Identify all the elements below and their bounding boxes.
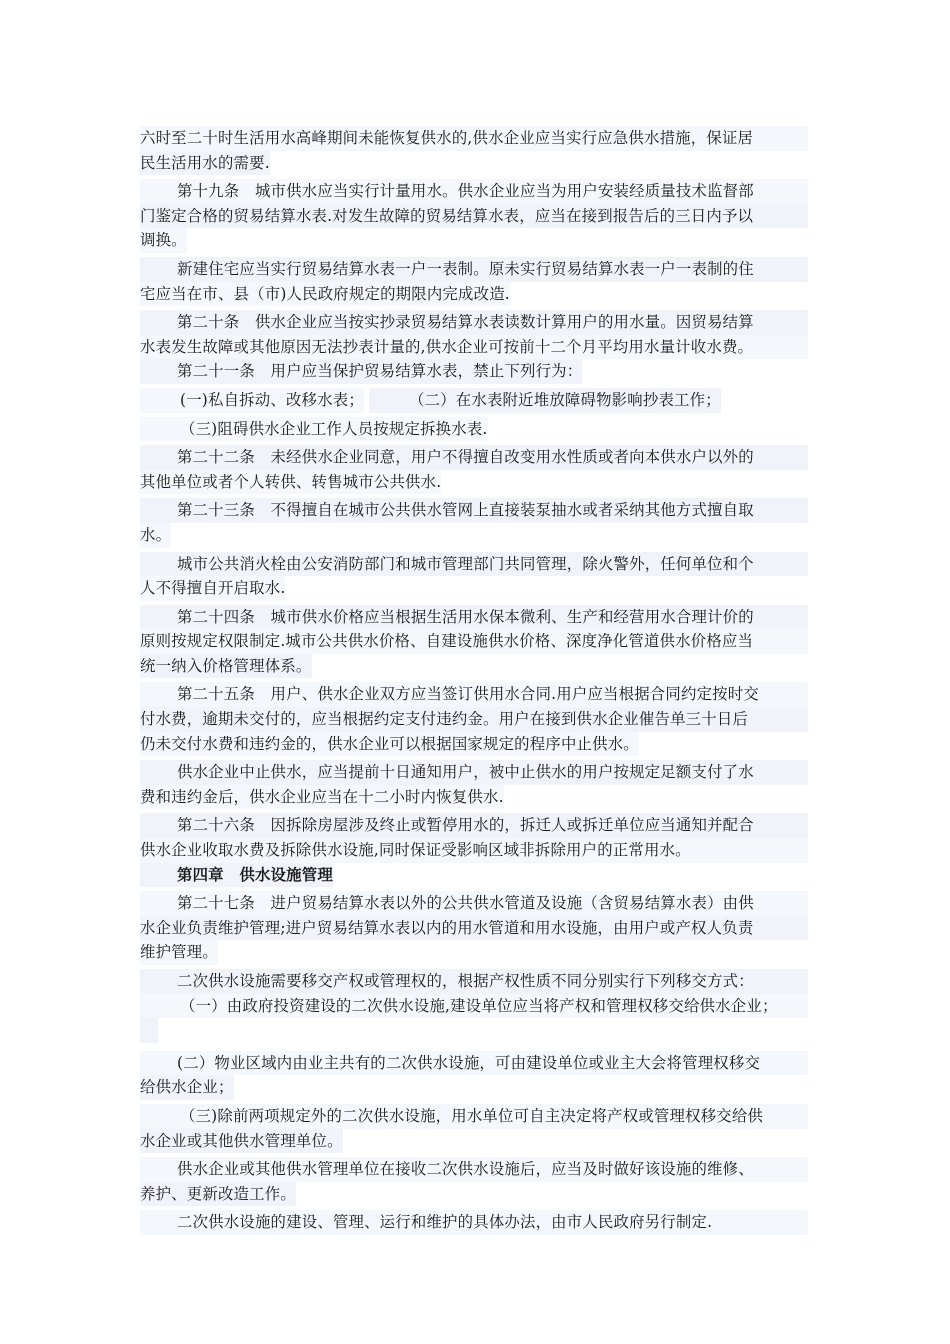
article-27: 第二十七条 进户贸易结算水表以外的公共供水管道及设施（含贸易结算水表）由供	[140, 891, 808, 916]
text-line: 城市公共消火栓由公安消防部门和城市管理部门共同管理，除火警外，任何单位和个	[140, 552, 808, 577]
text-line: 水企业负责维护管理;进户贸易结算水表以内的用水管道和用水设施，由用户或产权人负责	[140, 916, 808, 941]
text-line: 给供水企业；	[140, 1075, 234, 1100]
list-item: (二）物业区域内由业主共有的二次供水设施，可由建设单位或业主大会将管理权移交	[140, 1051, 808, 1076]
list-item: （三)阻碍供水企业工作人员按规定拆换水表.	[140, 417, 488, 442]
text-line: 水。	[140, 523, 171, 548]
article-22: 第二十二条 未经供水企业同意，用户不得擅自改变用水性质或者向本供水户以外的	[140, 445, 808, 470]
text-line: 六时至二十时生活用水高峰期间未能恢复供水的,供水企业应当实行应急供水措施，保证居	[140, 126, 808, 151]
text-line: 仍未交付水费和违约金的，供水企业可以根据国家规定的程序中止供水。	[140, 732, 639, 757]
text-line: 供水企业收取水费及拆除供水设施,同时保证受影响区域非拆除用户的正常用水。	[140, 838, 808, 863]
document-body	[140, 126, 808, 1235]
text-line: 维护管理。	[140, 940, 218, 965]
text-line: 宅应当在市、县（市)人民政府规定的期限内完成改造.	[140, 282, 510, 307]
text-line: 付水费，逾期未交付的，应当根据约定支付违约金。用户在接到供水企业催告单三十日后	[140, 707, 808, 732]
article-21: 第二十一条 用户应当保护贸易结算水表，禁止下列行为：	[140, 359, 582, 384]
text-line: 统一纳入价格管理体系。	[140, 654, 312, 679]
article-25: 第二十五条 用户、供水企业双方应当签订供用水合同.用户应当根据合同约定按时交	[140, 682, 808, 707]
text-line: 民生活用水的需要.	[140, 151, 270, 176]
text-line: 二次供水设施的建设、管理、运行和维护的具体办法，由市人民政府另行制定.	[140, 1210, 808, 1235]
text-line: 供水企业中止供水，应当提前十日通知用户，被中止供水的用户按规定足额支付了水	[140, 760, 808, 785]
text-line: 水表发生故障或其他原因无法抄表计量的,供水企业可按前十二个月平均用水量计收水费。	[140, 335, 808, 360]
list-item: （三)除前两项规定外的二次供水设施，用水单位可自主决定将产权或管理权移交给供	[140, 1104, 808, 1129]
list-item: (一)私自拆动、改移水表；	[140, 388, 364, 413]
empty-line	[140, 1018, 158, 1043]
article-24: 第二十四条 城市供水价格应当根据生活用水保本微利、生产和经营用水合理计价的	[140, 605, 808, 630]
text-line: 调换。	[140, 228, 187, 253]
article-23: 第二十三条 不得擅自在城市公共供水管网上直接装泵抽水或者采纳其他方式擅自取	[140, 498, 808, 523]
article-19: 第十九条 城市供水应当实行计量用水。供水企业应当为用户安装经质量技术监督部	[140, 179, 808, 204]
text-line: 费和违约金后，供水企业应当在十二小时内恢复供水.	[140, 785, 504, 810]
text-line: 二次供水设施需要移交产权或管理权的，根据产权性质不同分别实行下列移交方式：	[140, 969, 808, 994]
list-item: （二）在水表附近堆放障碍物影响抄表工作；	[369, 388, 721, 413]
text-line: 其他单位或者个人转供、转售城市公共供水.	[140, 470, 441, 495]
text-line: 新建住宅应当实行贸易结算水表一户一表制。原未实行贸易结算水表一户一表制的住	[140, 257, 808, 282]
list-item: （一）由政府投资建设的二次供水设施,建设单位应当将产权和管理权移交给供水企业；	[140, 994, 808, 1019]
text-line: 养护、更新改造工作。	[140, 1182, 296, 1207]
text-line: 水企业或其他供水管理单位。	[140, 1129, 343, 1154]
text-line: 原则按规定权限制定.城市公共供水价格、自建设施供水价格、深度净化管道供水价格应当	[140, 629, 808, 654]
article-26: 第二十六条 因拆除房屋涉及终止或暂停用水的，拆迁人或拆迁单位应当通知并配合	[140, 813, 808, 838]
article-20: 第二十条 供水企业应当按实抄录贸易结算水表读数计算用户的用水量。因贸易结算	[140, 310, 808, 335]
chapter-heading: 第四章 供水设施管理	[140, 863, 333, 888]
text-line: 人不得擅自开启取水.	[140, 576, 285, 601]
text-line: 供水企业或其他供水管理单位在接收二次供水设施后，应当及时做好该设施的维修、	[140, 1157, 808, 1182]
text-line: 门鉴定合格的贸易结算水表.对发生故障的贸易结算水表，应当在接到报告后的三日内予以	[140, 204, 808, 229]
